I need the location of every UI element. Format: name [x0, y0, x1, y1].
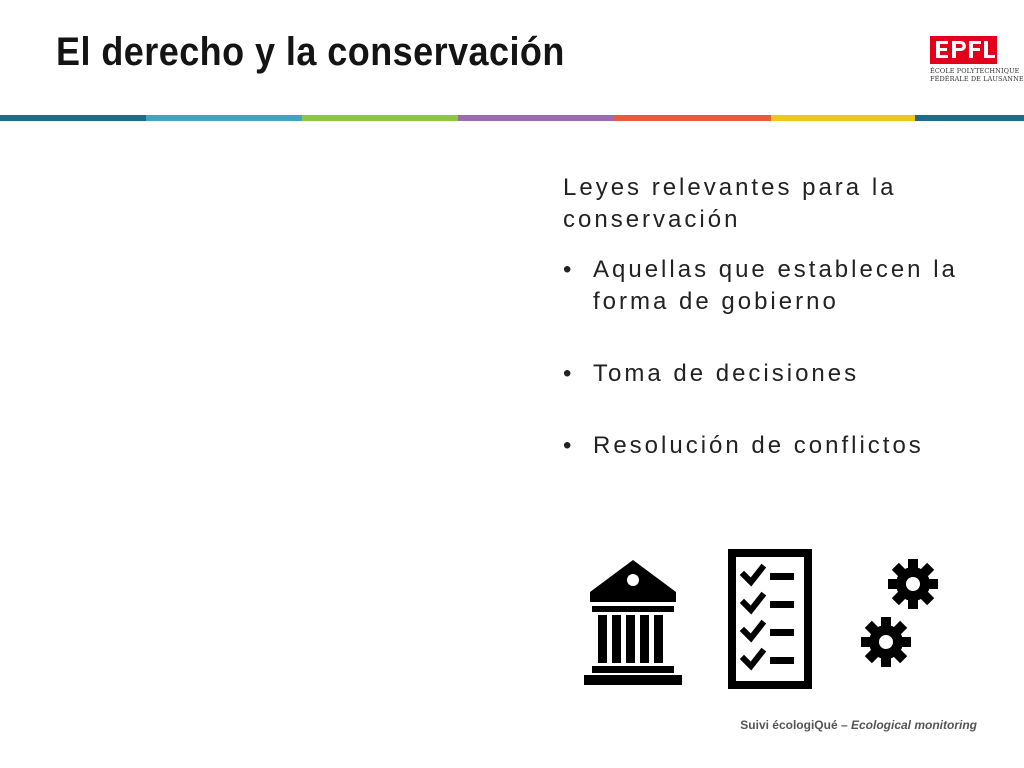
- color-bar-segment: [0, 115, 146, 121]
- color-bar-segment: [302, 115, 458, 121]
- list-item: [563, 358, 1003, 390]
- color-bar-segment: [771, 115, 915, 121]
- color-bar: [0, 115, 1024, 121]
- color-bar-segment: [458, 115, 614, 121]
- list-item-text: Toma de decisiones: [593, 360, 860, 387]
- epfl-logo-mark: [930, 36, 997, 64]
- epfl-logo: [928, 36, 1024, 83]
- list-item-text: Aquellas que establecen la forma de gobierno: [593, 256, 958, 315]
- content-heading: Leyes relevantes para la conservación: [563, 174, 897, 233]
- logo-line-1: ÉCOLE POLYTECHNIQUE: [930, 67, 1020, 75]
- list-item: [563, 254, 1003, 318]
- list-item-text: Resolución de conflictos: [593, 432, 924, 459]
- color-bar-segment: [915, 115, 1024, 121]
- logo-line-2: FÉDÉRALE DE LAUSANNE: [930, 75, 1024, 83]
- gears-icon: [858, 550, 942, 674]
- list-item: [563, 430, 1003, 462]
- slide-content: [563, 172, 1003, 502]
- bullet-list: [563, 254, 1003, 462]
- courthouse-icon: [582, 558, 684, 686]
- footer-text: Suivi écologiQué –: [740, 718, 851, 732]
- bullet-marker: •: [563, 432, 575, 459]
- checklist-icon: [728, 549, 812, 689]
- color-bar-segment: [146, 115, 302, 121]
- bullet-marker: •: [563, 256, 575, 283]
- slide-title: El derecho y la conservación: [56, 30, 565, 74]
- bullet-marker: •: [563, 360, 575, 387]
- color-bar-segment: [614, 115, 771, 121]
- footer: [740, 718, 977, 732]
- footer-subtitle: Ecological monitoring: [850, 718, 977, 732]
